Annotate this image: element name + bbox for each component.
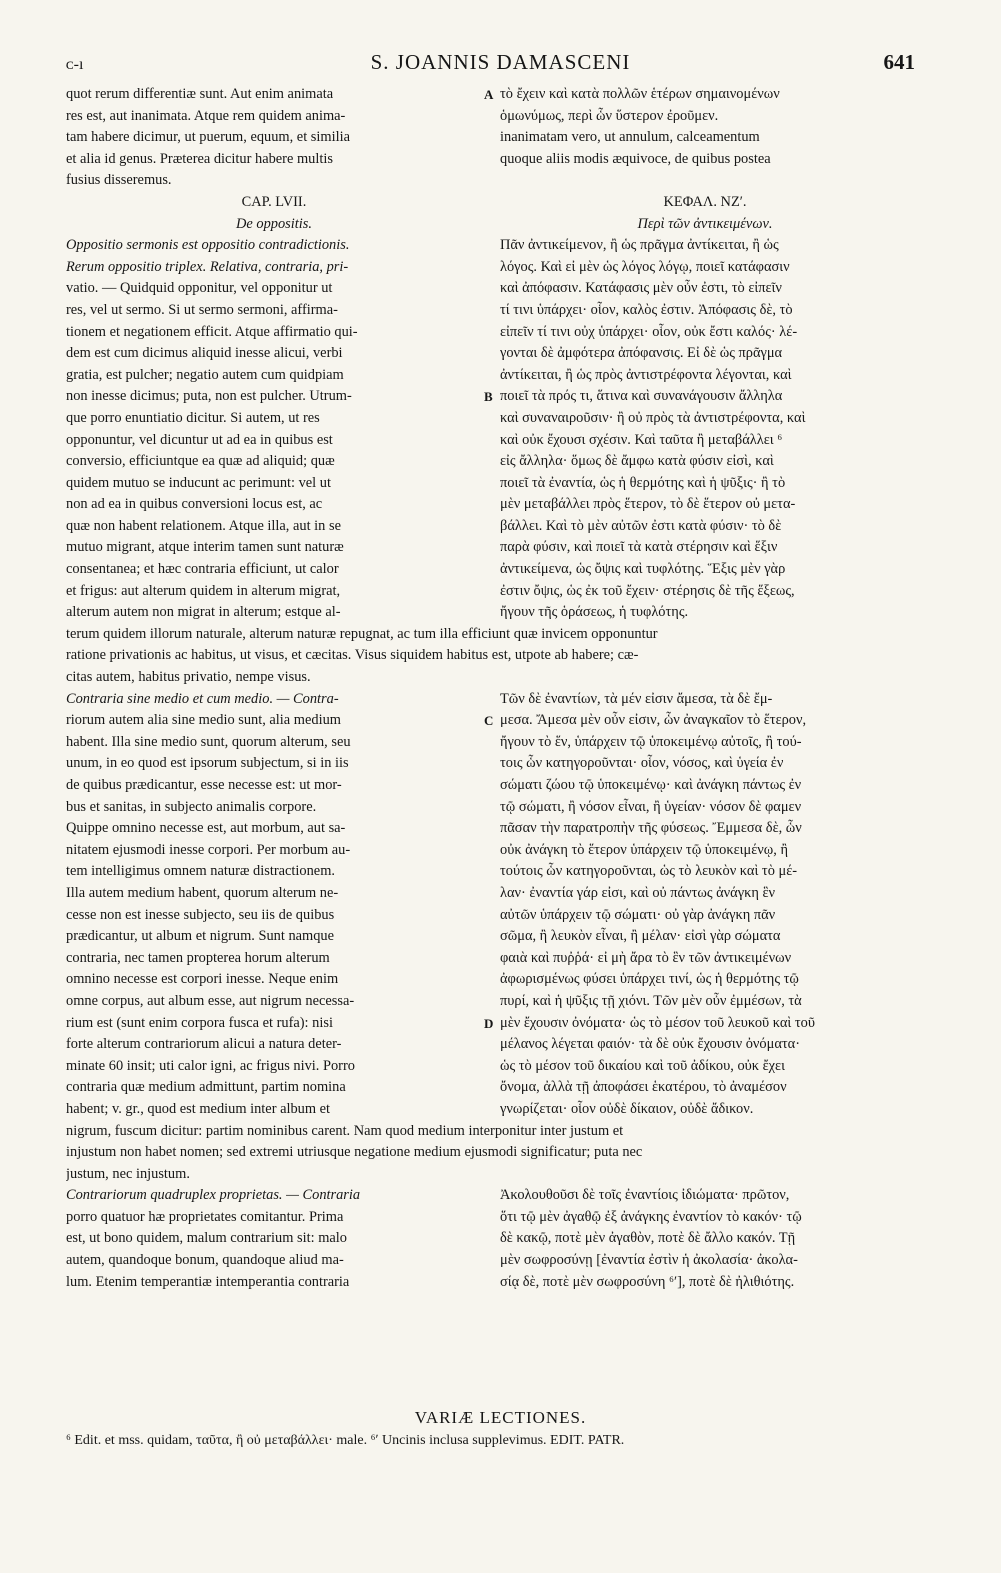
greek-column-line: βάλλει. Καὶ τὸ μὲν αὐτῶν ἐστι κατὰ φύσιν· τὸ δὲ bbox=[500, 517, 782, 534]
text-line bbox=[0, 451, 1001, 473]
text-line bbox=[0, 430, 1001, 452]
latin-column-line: Oppositio sermonis est oppositio contradictionis. bbox=[66, 237, 350, 254]
latin-column-line: est, ut bono quidem, malum contrarium sit: malo bbox=[66, 1230, 347, 1247]
text-line bbox=[0, 1099, 1001, 1121]
latin-column-line: et frigus: aut alterum quidem in alterum migrat, bbox=[66, 582, 341, 599]
greek-column-line: φαιὰ καὶ πυῤῥά· εἰ μὴ ἄρα τὸ ἓν τῶν ἀντικειμένων bbox=[500, 949, 792, 966]
greek-column-line: ἤγουν τῆς ὁράσεως, ἡ τυφλότης. bbox=[500, 604, 689, 621]
text-line bbox=[0, 235, 1001, 257]
greek-column-line: τοις ὧν κατηγοροῦνται· οἷον, νόσος, καὶ ὑγεία ἐν bbox=[500, 755, 784, 772]
text-line bbox=[0, 710, 1001, 732]
header-left: ᴄ-ı bbox=[66, 56, 84, 73]
footnote: ⁶ Edit. et mss. quidam, ταῦτα, ἢ οὐ μεταβάλλει· male. ⁶ʹ Uncinis inclusa supplevimus. EDIT. PATR. bbox=[66, 1433, 625, 1448]
text-line bbox=[0, 1056, 1001, 1078]
latin-column-line: Rerum oppositio triplex. Relativa, contraria, pri- bbox=[66, 258, 349, 275]
latin-column-line: opponuntur, vel dicuntur ut ad ea in quibus est bbox=[66, 431, 333, 448]
greek-column-line: ἐστιν ὄψις, ὡς ἐκ τοῦ ἔχειν· στέρησις δὲ τῆς ἕξεως, bbox=[500, 582, 795, 599]
text-line bbox=[0, 300, 1001, 322]
text-line bbox=[0, 840, 1001, 862]
greek-column-line: γνωρίζεται· οἷον οὐδὲ δίκαιον, οὐδὲ ἄδικον. bbox=[500, 1100, 754, 1117]
greek-column-line: ὡς τὸ μέσον τοῦ δικαίου καὶ τοῦ ἀδίκου, οὐκ ἔχει bbox=[500, 1057, 785, 1074]
full-width-line: injustum non habet nomen; sed extremi utriusque negatione medium ejusmodi significatur; puta nec bbox=[66, 1144, 643, 1161]
greek-column-line: παρὰ φύσιν, καὶ ποιεῖ τὰ κατὰ στέρησιν καὶ ἕξιν bbox=[500, 539, 778, 556]
greek-column-line: σῶμα, ἢ λευκὸν εἶναι, ἢ μέλαν· εἰσὶ γὰρ σώματα bbox=[500, 928, 781, 945]
greek-column-line: λόγος. Καὶ εἰ μὲν ὡς λόγος λόγῳ, ποιεῖ κατάφασιν bbox=[500, 258, 790, 275]
text-line bbox=[0, 1250, 1001, 1272]
greek-column-line: μὲν ἔχουσιν ὀνόματα· ὡς τὸ μέσον τοῦ λευκοῦ καὶ τοῦ bbox=[500, 1014, 815, 1031]
text-line bbox=[0, 278, 1001, 300]
text-line bbox=[0, 343, 1001, 365]
greek-column-line: Πᾶν ἀντικείμενον, ἢ ὡς πρᾶγμα ἀντίκειται, ἢ ὡς bbox=[500, 237, 779, 254]
latin-column-line: forte alterum contrariorum alicui a natura deter- bbox=[66, 1036, 342, 1053]
greek-column-line: εἰς ἄλληλα· ὅμως δὲ ἄμφω κατὰ φύσιν εἰσὶ, καὶ bbox=[500, 453, 774, 470]
text-line bbox=[0, 1228, 1001, 1250]
section-marker: C bbox=[484, 713, 494, 729]
greek-column-line: ΚΕΦΑΛ. ΝΖʹ. bbox=[663, 193, 747, 210]
greek-column-line: μέλανος λέγεται φαιόν· τὰ δὲ οὐκ ἔχουσιν ὀνόματα· bbox=[500, 1036, 800, 1053]
latin-column-line: de quibus prædicantur, esse necesse est: ut mor- bbox=[66, 777, 342, 793]
greek-column-line: τούτοις ὧν κατηγοροῦνται, ὡς τὸ λευκὸν καὶ τὸ μέ- bbox=[500, 863, 798, 880]
running-header bbox=[0, 50, 1001, 84]
text-line bbox=[0, 192, 1001, 214]
text-line bbox=[0, 1013, 1001, 1035]
text-line bbox=[0, 559, 1001, 581]
text-line bbox=[0, 473, 1001, 495]
greek-column-line: πᾶσαν τὴν παρατροπὴν τῆς φύσεως. Ἔμμεσα δὲ, ὧν bbox=[500, 820, 802, 837]
latin-column-line: tem intelligimus omnem naturæ distractionem. bbox=[66, 863, 335, 880]
latin-column-line: gratia, est pulcher; negatio autem cum quidpiam bbox=[66, 366, 344, 383]
greek-column-line: ποιεῖ τὰ ἐναντία, ὡς ἡ θερμότης καὶ ἡ ψῦξις· ἢ τὸ bbox=[500, 474, 786, 491]
text-line bbox=[0, 257, 1001, 279]
greek-column-line: λαν· ἐναντία γάρ εἰσι, καὶ οὐ πάντως ἀνάγκη ἓν bbox=[500, 884, 776, 901]
greek-column-line: μὲν σωφροσύνῃ [ἐναντία ἐστὶν ἡ ἀκολασία· ἀκολα- bbox=[500, 1252, 798, 1269]
latin-column-line: fusius disseremus. bbox=[66, 172, 172, 189]
latin-column-line: tionem et negationem efficit. Atque affirmatio qui- bbox=[66, 323, 358, 340]
latin-column-line: quidem mutuo se inducunt ac perimunt: vel ut bbox=[66, 474, 331, 491]
latin-column-line: bus et sanitas, in subjecto animalis corpore. bbox=[66, 798, 317, 815]
latin-column-line: De oppositis. bbox=[236, 215, 312, 232]
latin-column-line: quot rerum differentiæ sunt. Aut enim animata bbox=[66, 86, 334, 102]
greek-column-line: αὐτῶν ὑπάρχειν τῷ σώματι· οὐ γὰρ ἀνάγκη πᾶν bbox=[500, 906, 776, 923]
latin-column-line: Quippe omnino necesse est, aut morbum, aut sa- bbox=[66, 820, 346, 837]
text-line bbox=[0, 516, 1001, 538]
full-width-line: nigrum, fuscum dicitur: partim nominibus carent. Nam quod medium interponitur inter justum et bbox=[66, 1122, 624, 1139]
latin-column-line: prædicantur, ut album et nigrum. Sunt namque bbox=[66, 928, 335, 945]
latin-column-line: citas autem, habitus privatio, nempe visus. bbox=[66, 669, 311, 686]
latin-column-line: justum, nec injustum. bbox=[66, 1165, 190, 1182]
text-line bbox=[0, 386, 1001, 408]
greek-column-line: μὲν μεταβάλλει πρὸς ἕτερον, τὸ δὲ ἕτερον οὐ μετα- bbox=[500, 496, 796, 513]
header-title: S. JOANNIS DAMASCENI bbox=[370, 50, 631, 74]
text-line bbox=[0, 127, 1001, 149]
text-line bbox=[0, 1034, 1001, 1056]
latin-column-line: consentanea; et hæc contraria efficiunt, ut calor bbox=[66, 561, 339, 578]
latin-column-line: autem, quandoque bonum, quandoque aliud ma- bbox=[66, 1252, 344, 1269]
text-line bbox=[0, 581, 1001, 603]
text-line bbox=[0, 926, 1001, 948]
latin-column-line: omne corpus, aut album esse, aut nigrum necessa- bbox=[66, 992, 355, 1009]
latin-column-line: CAP. LVII. bbox=[241, 193, 307, 210]
text-line bbox=[0, 948, 1001, 970]
text-line bbox=[0, 969, 1001, 991]
greek-column-line: Ἀκολουθοῦσι δὲ τοῖς ἐναντίοις ἰδιώματα· πρῶτον, bbox=[500, 1187, 790, 1204]
greek-column-line: καὶ οὐκ ἔχουσι σχέσιν. Καὶ ταῦτα ἢ μεταβάλλει ⁶ bbox=[500, 431, 783, 448]
page-number: 641 bbox=[883, 50, 915, 74]
greek-column-line: τῷ σώματι, ἢ νόσον εἶναι, ἢ ὑγείαν· νόσον δὲ φαμεν bbox=[500, 798, 802, 815]
latin-column-line: conversio, efficiuntque ea quæ ad aliquid; quæ bbox=[66, 453, 335, 470]
greek-column-line: ἀντικείμενα, ὡς ὄψις καὶ τυφλότης. Ἕξις μὲν γὰρ bbox=[500, 561, 786, 578]
latin-column-line: nitatem ejusmodi inesse corpori. Per morbum au- bbox=[66, 841, 351, 858]
latin-column-line: quæ non habent relationem. Atque illa, aut in se bbox=[66, 517, 341, 534]
greek-column-line: δὲ κακῷ, ποτὲ μὲν ἀγαθὸν, ποτὲ δὲ ἄλλο κακόν. Τῇ bbox=[500, 1230, 796, 1247]
text-line bbox=[0, 905, 1001, 927]
text-line bbox=[0, 170, 1001, 192]
text-line bbox=[0, 1142, 1001, 1164]
text-line bbox=[0, 149, 1001, 171]
text-line bbox=[0, 602, 1001, 624]
latin-column-line: tam habere dicimur, ut puerum, equum, et similia bbox=[66, 129, 350, 146]
text-line bbox=[0, 1164, 1001, 1186]
text-line bbox=[0, 1207, 1001, 1229]
latin-column-line: contraria, nec tamen propterea horum alterum bbox=[66, 949, 330, 966]
greek-column-line: ἀφωρισμένως φύσει ὑπάρχει τινί, ὡς ἡ θερμότης τῷ bbox=[500, 971, 799, 988]
greek-column-line: ὅτι τῷ μὲν ἀγαθῷ ἐξ ἀνάγκης ἐναντίον τὸ κακόν· τῷ bbox=[500, 1208, 802, 1225]
text-line bbox=[0, 214, 1001, 236]
text-line bbox=[0, 732, 1001, 754]
latin-column-line: habent; v. gr., quod est medium inter album et bbox=[66, 1100, 331, 1117]
latin-column-line: contraria quæ medium admittunt, partim nomina bbox=[66, 1079, 346, 1096]
text-line bbox=[0, 1185, 1001, 1207]
latin-column-line: mutuo migrant, atque interim tamen sunt naturæ bbox=[66, 539, 344, 556]
latin-column-line: non ad ea in quibus conversioni locus est, ac bbox=[66, 496, 323, 513]
text-line bbox=[0, 408, 1001, 430]
text-line bbox=[0, 1077, 1001, 1099]
greek-column-line: inanimatam vero, ut annulum, calceamentum bbox=[500, 129, 760, 146]
latin-column-line: porro quatuor hæ proprietates comitantur. Prima bbox=[66, 1208, 344, 1225]
latin-column-line: unum, in eo quod est ipsorum subjectum, si in iis bbox=[66, 755, 349, 772]
text-line bbox=[0, 1121, 1001, 1143]
variae-lectiones-title: VARIÆ LECTIONES. bbox=[414, 1408, 587, 1427]
greek-column-line: μεσα. Ἄμεσα μὲν οὖν εἰσιν, ὧν ἀναγκαῖον τὸ ἕτερον, bbox=[500, 712, 807, 729]
full-width-line: ratione privationis ac habitus, ut visus, et cæcitas. Visus siquidem habitus est, utpote ab habere; cæ- bbox=[66, 647, 639, 664]
full-width-line: terum quidem illorum naturale, alterum naturæ repugnat, ac tum illa efficiunt quæ invicem opponuntur bbox=[66, 625, 658, 642]
latin-column-line: minate 60 insit; uti calor igni, ac frigus nivi. Porro bbox=[66, 1057, 355, 1074]
greek-column-line: εἰπεῖν τί τινι οὐχ ὑπάρχει· οἷον, οὐκ ἔστι καλός· λέ- bbox=[500, 323, 798, 340]
latin-column-line: omnino necesse est corpori inesse. Neque enim bbox=[66, 971, 339, 988]
text-line bbox=[0, 689, 1001, 711]
greek-column-line: οὐκ ἀνάγκη τὸ ἕτερον ὑπάρχειν τῷ ὑποκειμένῳ, ἢ bbox=[500, 841, 788, 858]
text-body bbox=[0, 84, 1001, 1293]
greek-column-line: ὄνομα, ἀλλὰ τῇ ἀποφάσει ἑκατέρου, τὸ ἀναμέσον bbox=[500, 1079, 787, 1096]
greek-column-line: σώματι ζώου τῷ ὑποκειμένῳ· καὶ ἀνάγκη πάντως ἐν bbox=[500, 777, 802, 793]
latin-column-line: non inesse dicimus; puta, non est pulcher. Utrum- bbox=[66, 388, 352, 405]
greek-column-line: τὸ ἔχειν καὶ κατὰ πολλῶν ἑτέρων σημαινομένων bbox=[500, 86, 780, 102]
text-line bbox=[0, 797, 1001, 819]
latin-column-line: et alia id genus. Præterea dicitur habere multis bbox=[66, 150, 333, 167]
text-line bbox=[0, 883, 1001, 905]
latin-column-line: Contrariorum quadruplex proprietas. — Contraria bbox=[66, 1187, 361, 1204]
latin-column-line: Illa autem medium habent, quorum alterum ne- bbox=[66, 884, 339, 901]
greek-column-line: τί τινι ὑπάρχει· οἷον, καλὸς ἐστιν. Ἀπόφασις δὲ, τὸ bbox=[500, 301, 793, 318]
latin-column-line: cesse non est inesse subjecto, seu iis de quibus bbox=[66, 906, 335, 923]
greek-column-line: Περὶ τῶν ἀντικειμένων. bbox=[637, 215, 773, 232]
latin-column-line: dem est cum dicimus aliquid inesse alicui, verbi bbox=[66, 345, 343, 362]
text-line bbox=[0, 106, 1001, 128]
greek-column-line: καὶ συναναιροῦσιν· ἢ οὐ πρὸς τὰ ἀντιστρέφοντα, καὶ bbox=[500, 409, 806, 426]
latin-column-line: alterum autem non migrat in alterum; estque al- bbox=[66, 604, 341, 621]
latin-column-line: rium est (sunt enim corpora fusca et rufa): nisi bbox=[66, 1014, 333, 1031]
section-marker: A bbox=[484, 87, 494, 102]
text-line bbox=[0, 624, 1001, 646]
latin-column-line: res est, aut inanimata. Atque rem quidem anima- bbox=[66, 107, 346, 124]
latin-column-line: lum. Etenim temperantiæ intemperantia contraria bbox=[66, 1273, 350, 1290]
latin-column-line: Contraria sine medio et cum medio. — Contra- bbox=[66, 690, 339, 707]
section-marker: D bbox=[484, 1015, 494, 1031]
latin-column-line: riorum autem alia sine medio sunt, alia medium bbox=[66, 712, 341, 729]
greek-column-line: ἀντίκειται, ἢ ὡς πρὸς ἀντιστρέφοντα λέγονται, καὶ bbox=[500, 366, 792, 383]
text-line bbox=[0, 861, 1001, 883]
greek-column-line: quoque aliis modis æquivoce, de quibus postea bbox=[500, 150, 771, 167]
text-line bbox=[0, 645, 1001, 667]
text-line bbox=[0, 667, 1001, 689]
greek-column-line: ποιεῖ τὰ πρός τι, ἅτινα καὶ συνανάγουσιν ἄλληλα bbox=[500, 388, 783, 405]
text-line bbox=[0, 818, 1001, 840]
greek-column-line: γονται δὲ ἀμφότερα ἀπόφανσις. Εἰ δὲ ὡς πρᾶγμα bbox=[500, 345, 783, 362]
greek-column-line: πυρί, καὶ ἡ ψῦξις τῇ χιόνι. Τῶν μὲν οὖν ἐμμέσων, τὰ bbox=[500, 992, 802, 1009]
greek-column-line: ἤγουν τὸ ἕν, ὑπάρχειν τῷ ὑποκειμένῳ αὐτοῖς, ἢ τού- bbox=[500, 733, 802, 750]
text-line bbox=[0, 322, 1001, 344]
latin-column-line: que porro enuntiatio dicitur. Si autem, ut res bbox=[66, 409, 320, 426]
text-line bbox=[0, 537, 1001, 559]
section-marker: B bbox=[484, 389, 493, 405]
latin-column-line: habent. Illa sine medio sunt, quorum alterum, seu bbox=[66, 733, 351, 750]
text-line bbox=[0, 753, 1001, 775]
text-line bbox=[0, 365, 1001, 387]
latin-column-line: res, vel ut sermo. Si ut sermo sermoni, affirma- bbox=[66, 301, 338, 318]
greek-column-line: Τῶν δὲ ἐναντίων, τὰ μέν εἰσιν ἄμεσα, τὰ δὲ ἔμ- bbox=[500, 690, 773, 707]
text-line bbox=[0, 1272, 1001, 1294]
greek-column-line: σίᾳ δὲ, ποτὲ μὲν σωφροσύνη ⁶ʹ], ποτὲ δὲ ἠλιθιότης. bbox=[500, 1273, 795, 1290]
greek-column-line: καὶ ἀπόφασιν. Κατάφασις μὲν οὖν ἐστι, τὸ εἰπεῖν bbox=[500, 280, 782, 297]
text-line bbox=[0, 494, 1001, 516]
greek-column-line: ὁμωνύμως, περὶ ὧν ὕστερον ἐροῦμεν. bbox=[500, 107, 719, 124]
text-line bbox=[0, 991, 1001, 1013]
text-line bbox=[0, 775, 1001, 797]
latin-column-line: vatio. — Quidquid opponitur, vel opponitur ut bbox=[66, 280, 333, 297]
text-line bbox=[0, 84, 1001, 106]
